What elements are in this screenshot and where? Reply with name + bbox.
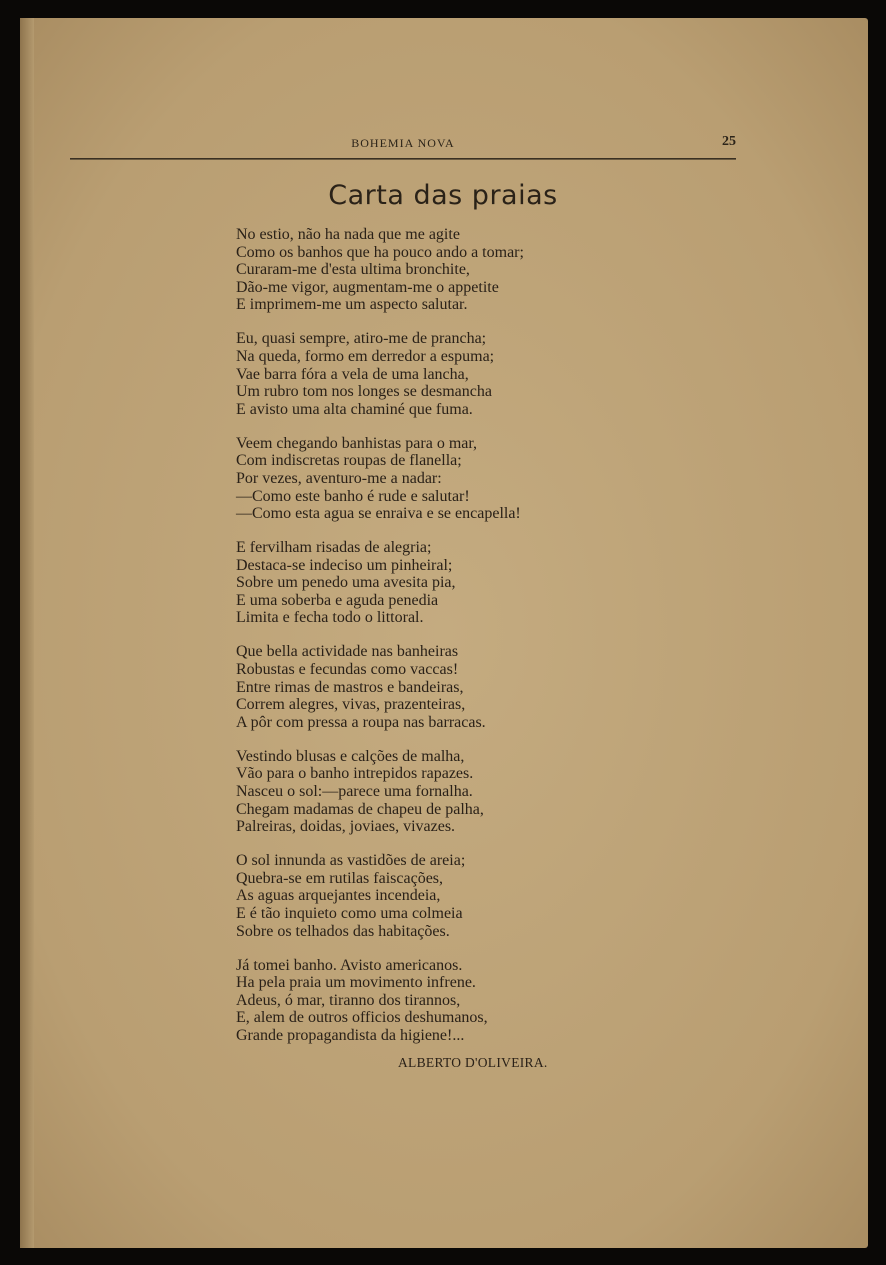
stanza	[236, 852, 566, 940]
stanza	[236, 957, 566, 1045]
page-number: 25	[722, 134, 736, 149]
poem-line: Veem chegando banhistas para o mar,	[236, 434, 478, 452]
poem-line: Por vezes, aventuro-me a nadar:	[236, 469, 442, 487]
poem-body	[236, 226, 566, 1061]
poem-line: Dão-me vigor, augmentam-me o appetite	[236, 278, 499, 296]
poem-line: Chegam madamas de chapeu de palha,	[236, 800, 484, 818]
poem-line: E é tão inquieto como uma colmeia	[236, 904, 463, 922]
header-rule	[70, 158, 736, 160]
poem-line: Sobre os telhados das habitações.	[236, 922, 450, 940]
poem-line: No estio, não ha nada que me agite	[236, 226, 460, 243]
poem-line: Nasceu o sol:—parece uma fornalha.	[236, 782, 473, 800]
poem-line: E avisto uma alta chaminé que fuma.	[236, 400, 473, 418]
poem-line: O sol innunda as vastidões de areia;	[236, 852, 466, 870]
poem-line: E uma soberba e aguda penedia	[236, 591, 439, 609]
poem-line: A pôr com pressa a roupa nas barracas.	[236, 713, 486, 731]
stanza	[236, 643, 566, 731]
stanza	[236, 330, 566, 418]
poem-line: Um rubro tom nos longes se desmancha	[236, 383, 492, 401]
poem-line: Palreiras, doidas, joviaes, vivazes.	[236, 818, 456, 836]
poem-line: E fervilham risadas de alegria;	[236, 539, 432, 557]
poem-line: Vestindo blusas e calções de malha,	[236, 747, 465, 765]
poem-line: Limita e fecha todo o littoral.	[236, 609, 424, 627]
poem-line: Eu, quasi sempre, atiro-me de prancha;	[236, 330, 487, 348]
stanza	[236, 435, 566, 523]
poem-line: —Como este banho é rude e salutar!	[236, 487, 470, 505]
poem-line: Já tomei banho. Avisto americanos.	[236, 956, 463, 974]
poem-line: Entre rimas de mastros e bandeiras,	[236, 678, 464, 696]
poem-line: Que bella actividade nas banheiras	[236, 643, 459, 661]
poem-line: Ha pela praia um movimento infrene.	[236, 974, 476, 992]
poem-line: Vão para o banho intrepidos rapazes.	[236, 765, 474, 783]
poem-line: Com indiscretas roupas de flanella;	[236, 452, 462, 470]
poem-line: Vae barra fóra a vela de uma lancha,	[236, 365, 469, 383]
poem-line: Robustas e fecundas como vaccas!	[236, 661, 459, 679]
poem-line: Na queda, formo em derredor a espuma;	[236, 347, 495, 365]
poem-line: Grande propagandista da higiene!...	[236, 1026, 465, 1044]
poem-line: Correm alegres, vivas, prazenteiras,	[236, 696, 466, 714]
poem-line: Sobre um penedo uma avesita pia,	[236, 574, 456, 592]
page-header	[70, 130, 736, 160]
stanza	[236, 539, 566, 627]
poem-line: As aguas arquejantes incendeia,	[236, 887, 441, 905]
poem-line: Curaram-me d'esta ultima bronchite,	[236, 261, 470, 279]
poem-line: Quebra-se em rutilas faiscações,	[236, 869, 444, 887]
poem-line: Destaca-se indeciso um pinheiral;	[236, 556, 453, 574]
poem-line: E imprimem-me um aspecto salutar.	[236, 296, 468, 314]
poem-title: Carta das praias	[328, 180, 558, 211]
running-title: BOHEMIA NOVA	[351, 136, 455, 150]
poem-line: E, alem de outros officios deshumanos,	[236, 1009, 488, 1027]
poem-line: Como os banhos que ha pouco ando a tomar;	[236, 243, 524, 261]
poem-line: Adeus, ó mar, tiranno dos tirannos,	[236, 991, 461, 1009]
stanza	[236, 748, 566, 836]
stanza	[236, 226, 566, 314]
author-signature: ALBERTO D'OLIVEIRA.	[398, 1055, 548, 1070]
poem-line: —Como esta agua se enraiva e se encapella!	[236, 505, 521, 523]
